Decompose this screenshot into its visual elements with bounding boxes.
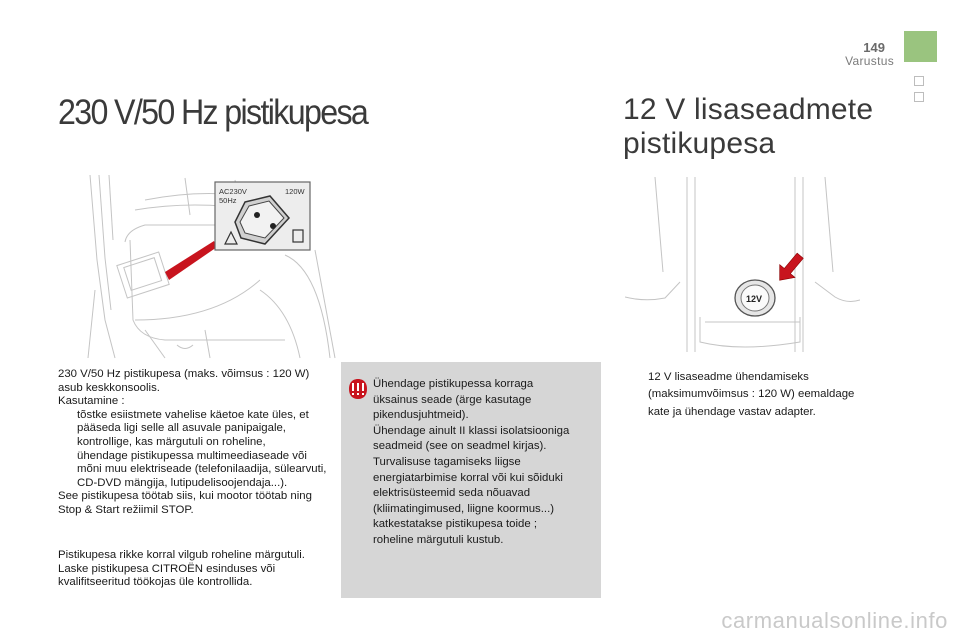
left-instructions	[58, 368, 328, 518]
console-230v-drawing	[85, 170, 340, 360]
warning-line: katkestatakse pistikupesa toide ;	[373, 518, 537, 531]
operation-note: See pistikupesa töötab siis, kui mootor töötab ning Stop & Start režiimil STOP.	[58, 490, 312, 516]
list-item	[58, 409, 328, 436]
usage-label: Kasutamine :	[58, 395, 125, 408]
warning-exclamation-icon	[348, 378, 368, 405]
right-instructions	[621, 369, 881, 421]
console-230v-illustration	[85, 170, 340, 365]
warning-line: üksainus seade (ärge kasutage	[373, 393, 532, 406]
chapter-tab	[904, 31, 937, 62]
warning-line: Ühendage ainult II klassi isolatsiooniga	[373, 424, 570, 437]
list-item	[58, 436, 328, 450]
section-title-12v-line2: pistikupesa	[623, 127, 776, 160]
warning-line: roheline märgutuli kustub.	[373, 533, 504, 546]
list-item-text: kontrollige, kas märgutuli on roheline,	[77, 435, 266, 448]
list-item-text	[648, 369, 881, 421]
section-title-12v	[623, 93, 873, 161]
warning-line: pikendusjuhtmeid).	[373, 409, 469, 422]
socket-label-hz: 50Hz	[219, 196, 237, 205]
fault-instructions	[58, 549, 328, 590]
chapter-marker-box	[914, 76, 924, 86]
bullet-arrow-icon	[58, 409, 77, 436]
warning-line: (kliimatingimused, liigne koormus...)	[373, 502, 555, 515]
socket-label-ac: AC230V	[219, 187, 247, 196]
page-number: 149	[863, 40, 885, 55]
bullet-arrow-icon	[621, 369, 648, 421]
chapter-marker-box	[914, 92, 924, 102]
list-item-line: (maksimumvõimsus : 120 W) eemaldage	[648, 388, 855, 401]
warning-line: Turvalisuse tagamiseks liigse	[373, 455, 521, 468]
service-note: Laske pistikupesa CITROËN esinduses või kvalifitseeritud töökojas üle kontrollida.	[58, 562, 276, 589]
warning-line: elektrisüsteemid seda nõuavad	[373, 487, 531, 500]
socket-12v-label: 12V	[746, 294, 763, 304]
intro-text: 230 V/50 Hz pistikupesa (maks. võimsus : 120 W) asub keskkonsoolis.	[58, 368, 310, 394]
list-item-line: 12 V lisaseadme ühendamiseks	[648, 371, 809, 383]
watermark: carmanualsonline.info	[721, 608, 948, 633]
section-title-230v: 230 V/50 Hz pistikupesa	[58, 93, 368, 132]
warning-line: Ühendage pistikupessa korraga	[373, 378, 534, 390]
warning-line: seadmeid (see on seadmel kirjas).	[373, 440, 547, 453]
socket-label-w: 120W	[285, 187, 305, 196]
list-item-text: tõstke esiistmete vahelise käetoe kate üles, et pääseda ligi selle all asuvale panipaigale,	[77, 408, 309, 435]
bullet-arrow-icon	[58, 436, 77, 450]
section-title-12v-line1: 12 V lisaseadmete	[623, 93, 874, 126]
warning-line: energiatarbimise korral või kui sõiduki	[373, 471, 563, 484]
bullet-arrow-icon	[58, 450, 77, 491]
list-item-text: ühendage pistikupessa multimeediaseade või mõni muu elektriseade (telefonilaadija, sülearvuti, CD-DVD mängija, lutipudelisoojendaja...).	[77, 449, 327, 489]
list-item	[58, 450, 328, 491]
list-item-line: kate ja ühendage vastav adapter.	[648, 405, 816, 418]
list-item	[621, 369, 881, 421]
warning-text	[373, 377, 593, 549]
section-name: Varustus	[845, 54, 894, 68]
fault-note: Pistikupesa rikke korral vilgub roheline märgutuli.	[58, 549, 305, 561]
console-12v-drawing	[625, 172, 860, 357]
console-12v-illustration	[625, 172, 860, 362]
